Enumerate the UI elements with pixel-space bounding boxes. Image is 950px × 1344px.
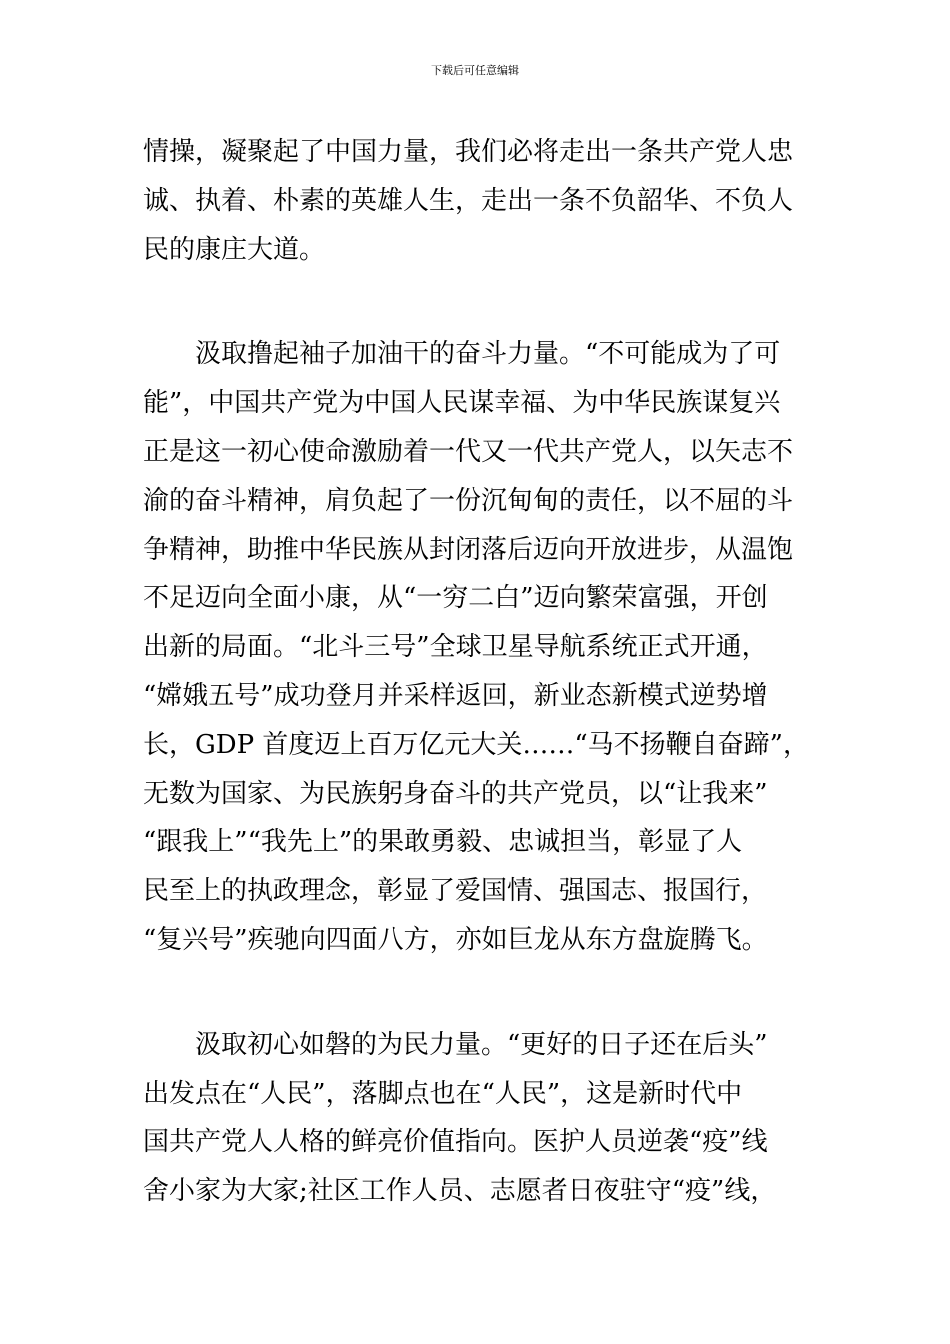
text-line: 争精神，助推中华民族从封闭落后迈向开放进步，从温饱 — [143, 534, 794, 565]
text-line: 正是这一初心使命激励着一代又一代共产党人，以矢志不 — [143, 436, 794, 467]
text-line: 诚、执着、朴素的英雄人生，走出一条不负韶华、不负人 — [143, 185, 794, 216]
document-body — [143, 128, 809, 1216]
paragraph-spacer — [143, 965, 809, 1021]
text-line: “跟我上”“我先上”的果敢勇毅、忠诚担当，彰显了人 — [143, 827, 743, 858]
page-header: 下载后可任意编辑 — [431, 64, 519, 77]
text-line: 国共产党人人格的鲜亮价值指向。医护人员逆袭“疫”线 — [143, 1127, 768, 1158]
text-line: 无数为国家、为民族躬身奋斗的共产党员，以“让我来” — [143, 778, 768, 809]
text-line: 汲取撸起袖子加油干的奋斗力量。“不可能成为了可 — [195, 339, 781, 370]
text-line: 情操，凝聚起了中国力量，我们必将走出一条共产党人忠 — [143, 137, 794, 167]
text-line: 民至上的执政理念，彰显了爱国情、强国志、报国行， — [143, 876, 768, 907]
text-line: 渝的奋斗精神，肩负起了一份沉甸甸的责任，以不屈的斗 — [143, 485, 794, 516]
text-line: 长，GDP 首度迈上百万亿元大关……“马不扬鞭自奋蹄”， — [143, 729, 809, 760]
paragraph-2 — [143, 330, 809, 964]
paragraph-spacer — [143, 274, 809, 330]
text-line: 舍小家为大家;社区工作人员、志愿者日夜驻守“疫”线， — [143, 1176, 777, 1207]
text-line: 汲取初心如磐的为民力量。“更好的日子还在后头” — [195, 1029, 768, 1060]
paragraph-3 — [143, 1021, 809, 1216]
text-line: “嫦娥五号”成功登月并采样返回，新业态新模式逆势增 — [143, 680, 768, 711]
text-line: 出新的局面。“北斗三号”全球卫星导航系统正式开通， — [143, 632, 768, 663]
paragraph-1 — [143, 128, 809, 274]
text-line: 不足迈向全面小康，从“一穷二白”迈向繁荣富强，开创 — [143, 583, 768, 614]
text-line: 能”，中国共产党为中国人民谋幸福、为中华民族谋复兴 — [143, 388, 781, 419]
text-line: 出发点在“人民”，落脚点也在“人民”，这是新时代中 — [143, 1078, 743, 1109]
text-line: 民的康庄大道。 — [143, 234, 326, 265]
text-line: “复兴号”疾驰向四面八方，亦如巨龙从东方盘旋腾飞。 — [143, 924, 768, 955]
